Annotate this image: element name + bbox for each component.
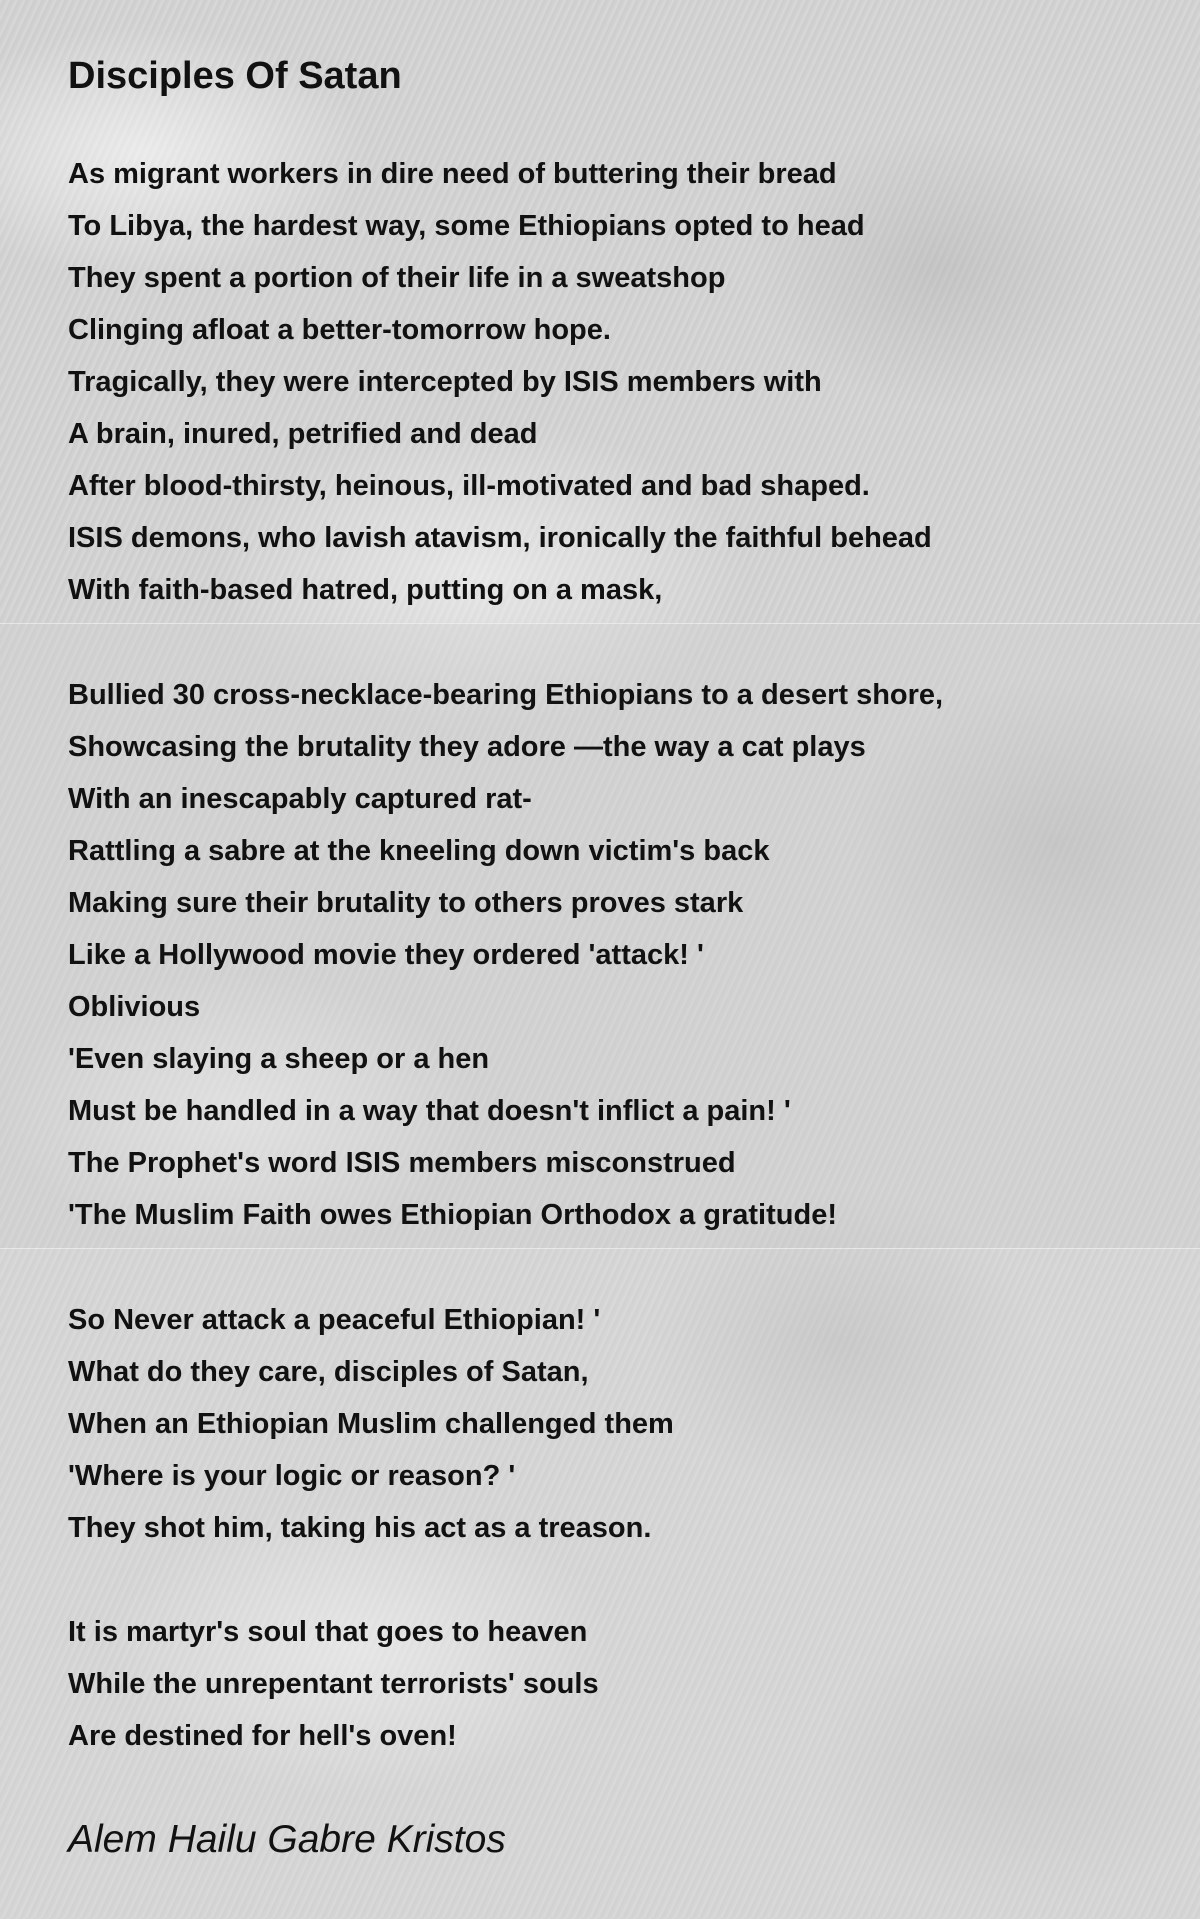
poem-line: 'Where is your logic or reason? ' xyxy=(68,1460,516,1492)
poem-line: They shot him, taking his act as a treason. xyxy=(68,1512,652,1544)
poem-title: Disciples Of Satan xyxy=(68,55,402,97)
poem-stanza-1 xyxy=(68,148,932,616)
poem-line: Making sure their brutality to others proves stark xyxy=(68,887,744,919)
poem-line: With an inescapably captured rat- xyxy=(68,783,532,815)
poem-line: Tragically, they were intercepted by ISIS members with xyxy=(68,366,822,398)
poem-line: While the unrepentant terrorists' souls xyxy=(68,1668,599,1700)
poem-line: What do they care, disciples of Satan, xyxy=(68,1356,589,1388)
poem-stanza-2 xyxy=(68,669,943,1241)
poem-line: With faith-based hatred, putting on a mask, xyxy=(68,574,663,606)
poem-line: So Never attack a peaceful Ethiopian! ' xyxy=(68,1304,601,1336)
poem-line: Must be handled in a way that doesn't inflict a pain! ' xyxy=(68,1095,791,1127)
poem-line: When an Ethiopian Muslim challenged them xyxy=(68,1408,674,1440)
poem-line: Are destined for hell's oven! xyxy=(68,1720,457,1752)
poem-stanza-4 xyxy=(68,1606,599,1762)
poem-line: To Libya, the hardest way, some Ethiopians opted to head xyxy=(68,210,865,242)
poem-line: ISIS demons, who lavish atavism, ironically the faithful behead xyxy=(68,522,932,554)
poem-author: Alem Hailu Gabre Kristos xyxy=(68,1818,506,1861)
poem-line: Clinging afloat a better-tomorrow hope. xyxy=(68,314,611,346)
poem-line: As migrant workers in dire need of buttering their bread xyxy=(68,158,837,190)
poem-line: Bullied 30 cross-necklace-bearing Ethiopians to a desert shore, xyxy=(68,679,944,711)
poem-line: They spent a portion of their life in a sweatshop xyxy=(68,262,726,294)
poem-line: 'Even slaying a sheep or a hen xyxy=(68,1043,490,1075)
poem-line: It is martyr's soul that goes to heaven xyxy=(68,1616,588,1648)
poem-line: A brain, inured, petrified and dead xyxy=(68,418,538,450)
poem-line: Oblivious xyxy=(68,991,201,1023)
poem-line: Rattling a sabre at the kneeling down victim's back xyxy=(68,835,770,867)
poem-line: 'The Muslim Faith owes Ethiopian Orthodox a gratitude! xyxy=(68,1199,837,1231)
poem-stanza-3 xyxy=(68,1294,674,1554)
poem-line: Showcasing the brutality they adore —the way a cat plays xyxy=(68,731,866,763)
poem-line: The Prophet's word ISIS members misconstrued xyxy=(68,1147,736,1179)
poem-line: After blood-thirsty, heinous, ill-motivated and bad shaped. xyxy=(68,470,870,502)
poem-line: Like a Hollywood movie they ordered 'attack! ' xyxy=(68,939,704,971)
